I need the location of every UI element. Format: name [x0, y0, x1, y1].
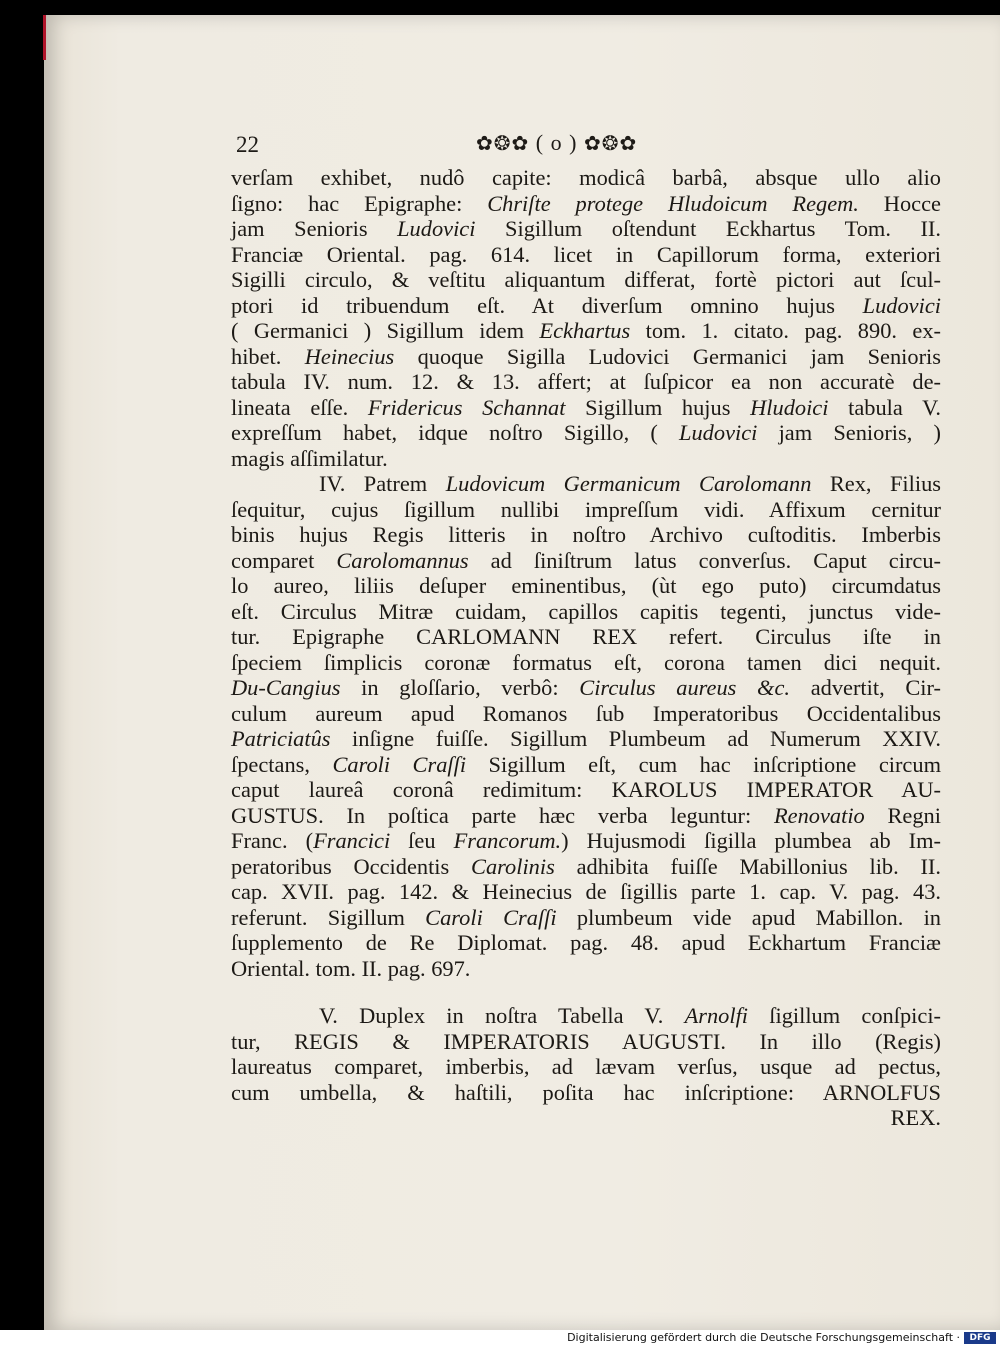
text-line: [231, 675, 941, 701]
text-line: [231, 420, 941, 446]
footer-bar: [0, 1330, 1000, 1347]
text-line: [231, 1029, 941, 1055]
text-line: [231, 956, 941, 982]
page-edge-marker: [43, 15, 46, 60]
text-segment: Sigilli circulo, & veſtitu aliquantum differat, fortè pictori aut ſcul-: [231, 267, 941, 292]
text-segment: adhibita fuiſſe Mabillonius lib. II.: [554, 853, 941, 879]
text-segment: Oriental. tom. II. pag. 697.: [231, 955, 471, 981]
text-segment: verſam exhibet, nudô capite: modicâ barbâ, absque ullo alio: [231, 165, 941, 190]
text-segment: peratoribus Occidentis: [231, 853, 472, 879]
text-segment: ſequitur, cujus ſigillum nullibi impreſſum vidi. Affixum cernitur: [231, 496, 941, 522]
ornament-right-icon: ✿❂✿: [583, 133, 638, 155]
text-segment: Franc. (: [231, 828, 314, 853]
italic-text: Renovatio: [773, 802, 865, 828]
text-line: [231, 344, 941, 370]
paragraph-gap: [231, 981, 941, 1003]
ornament-center: ( o ): [535, 130, 578, 155]
text-segment: IV. Patrem: [319, 471, 446, 496]
text-segment: jam Senioris: [231, 216, 398, 241]
text-segment: Rex, Filius: [811, 471, 941, 496]
text-line: [231, 803, 941, 829]
text-line: [231, 650, 941, 676]
text-line: [231, 522, 941, 548]
text-line: [231, 216, 941, 242]
italic-text: Caroli Craſſi: [332, 751, 467, 777]
text-segment: tabula V.: [828, 394, 941, 420]
italic-text: Patriciatûs: [231, 726, 331, 751]
header-ornament: [476, 130, 637, 156]
text-segment: ) Hujusmodi ſigilla plumbea ab Im-: [561, 828, 942, 853]
text-line: [231, 726, 941, 752]
italic-text: Heinecius: [304, 343, 395, 369]
text-line: [231, 395, 941, 421]
text-line: [231, 293, 941, 319]
body-text: [231, 165, 941, 1131]
italic-text: Fridericus Schannat: [367, 394, 566, 420]
text-line: [231, 318, 941, 344]
text-segment: laureatus comparet, imberbis, ad lævam verſus, usque ad pectus,: [231, 1054, 941, 1079]
text-segment: inſigne fuiſſe. Sigillum Plumbeum ad Numerum XXIV.: [330, 726, 941, 751]
italic-text: Francorum.: [453, 828, 562, 853]
italic-text: Circulus aureus &c.: [579, 675, 791, 700]
text-segment: ſpeciem ſimplicis coronæ formatus eſt, corona tamen dici nequit.: [231, 649, 941, 675]
italic-text: Ludovicum Germanicum Carolomann: [445, 471, 812, 496]
text-line: [231, 828, 941, 854]
page-number: 22: [236, 132, 259, 157]
text-line: [231, 369, 941, 395]
text-segment: comparet: [231, 547, 337, 573]
text-segment: jam Senioris, ): [757, 420, 941, 445]
text-segment: Franciæ Oriental. pag. 614. licet in Capillorum forma, exteriori: [231, 241, 941, 267]
text-segment: tom. 1. citato. pag. 890. ex-: [630, 318, 941, 343]
text-line: [231, 191, 941, 217]
text-segment: GUSTUS. In poſtica parte hæc verba leguntur:: [231, 802, 774, 828]
italic-text: Ludovici: [397, 216, 476, 241]
text-segment: referunt. Sigillum: [231, 904, 426, 930]
italic-text: Arnolfi: [684, 1003, 749, 1028]
text-line: [231, 446, 941, 472]
text-segment: in gloſſario, verbô:: [340, 675, 580, 700]
text-segment: cum umbella, & haſtili, poſita hac inſcriptione: ARNOLFUS: [231, 1079, 941, 1105]
dfg-logo-icon: DFG: [964, 1332, 996, 1344]
text-segment: lineata eſſe.: [231, 394, 368, 420]
text-line: [231, 879, 941, 905]
text-segment: culum aureum apud Romanos ſub Imperatoribus Occidentalibus: [231, 700, 941, 726]
text-line: [231, 599, 941, 625]
text-segment: V. Duplex in noſtra Tabella V.: [319, 1003, 685, 1028]
text-line: [231, 1054, 941, 1080]
text-segment: REX.: [890, 1105, 941, 1130]
italic-text: Ludovici: [862, 292, 941, 318]
italic-text: Hludoici: [750, 394, 829, 420]
text-line: [231, 777, 941, 803]
text-segment: Sigillum eſt, cum hac inſcriptione circum: [466, 751, 941, 777]
text-segment: tabula IV. num. 12. & 13. affert; at ſuſpicor ea non accuratè de-: [231, 369, 941, 394]
text-segment: advertit, Cir-: [790, 675, 941, 700]
text-line: [231, 497, 941, 523]
text-segment: binis hujus Regis litteris in noſtro Archivo cuſtoditis. Imberbis: [231, 522, 941, 547]
text-line: [231, 624, 941, 650]
text-line: [231, 548, 941, 574]
italic-text: Du-Cangius: [231, 675, 341, 700]
italic-text: Francici: [313, 828, 391, 853]
text-line: [231, 905, 941, 931]
text-line: [231, 701, 941, 727]
text-segment: ſpectans,: [231, 751, 333, 777]
text-line: [231, 854, 941, 880]
text-line: [231, 1105, 941, 1131]
text-line: [231, 1003, 941, 1029]
italic-text: Chriſte protege Hludoicum Regem.: [487, 190, 859, 216]
text-line: [231, 1080, 941, 1106]
text-segment: Hocce: [858, 190, 941, 216]
page-header: [236, 130, 944, 160]
text-segment: caput laureâ coronâ redimitum: KAROLUS IMPERATOR AU-: [231, 777, 941, 802]
text-segment: lo aureo, liliis deſuper eminentibus, (ùt ego puto) circumdatus: [231, 573, 941, 598]
text-segment: Sigillum oſtendunt Eckhartus Tom. II.: [475, 216, 941, 241]
text-line: [231, 752, 941, 778]
text-segment: ſigillum conſpici-: [748, 1003, 941, 1028]
text-segment: Regni: [864, 802, 941, 828]
text-segment: ſupplemento de Re Diplomat. pag. 48. apud Eckhartum Franciæ: [231, 930, 941, 955]
text-segment: plumbeum vide apud Mabillon. in: [556, 904, 941, 930]
text-segment: quoque Sigilla Ludovici Germanici jam Senioris: [394, 343, 941, 369]
text-segment: ad ſiniſtrum latus converſus. Caput circu-: [468, 547, 941, 573]
text-line: [231, 165, 941, 191]
text-segment: eſt. Circulus Mitræ cuidam, capillos capitis tegenti, junctus vide-: [231, 598, 941, 624]
text-segment: cap. XVII. pag. 142. & Heinecius de ſigillis parte 1. cap. V. pag. 43.: [231, 879, 941, 904]
text-line: [231, 242, 941, 268]
text-segment: ſigno: hac Epigraphe:: [231, 190, 488, 216]
text-line: [231, 930, 941, 956]
text-segment: hibet.: [231, 343, 305, 369]
text-line: [231, 267, 941, 293]
text-segment: magis aſſimilatur.: [231, 445, 388, 471]
ornament-left-icon: ✿❂✿: [476, 133, 530, 155]
text-segment: tur. Epigraphe CARLOMANN REX refert. Circulus iſte in: [231, 624, 941, 649]
text-segment: ( Germanici ) Sigillum idem: [231, 318, 540, 343]
text-segment: expreſſum habet, idque noſtro Sigillo, (: [231, 420, 680, 445]
italic-text: Ludovici: [679, 420, 758, 445]
text-segment: Sigillum hujus: [565, 394, 751, 420]
funding-notice: Digitalisierung gefördert durch die Deutsche Forschungsgemeinschaft ·: [567, 1331, 960, 1344]
italic-text: Eckhartus: [539, 318, 631, 343]
italic-text: Caroli Craſſi: [425, 904, 557, 930]
text-line: [231, 573, 941, 599]
text-line: [231, 471, 941, 497]
italic-text: Carolinis: [471, 853, 555, 879]
italic-text: Carolomannus: [336, 547, 469, 573]
text-segment: ſeu: [390, 828, 454, 853]
text-segment: tur, REGIS & IMPERATORIS AUGUSTI. In illo (Regis): [231, 1028, 941, 1054]
text-segment: ptori id tribuendum eſt. At diverſum omnino hujus: [231, 292, 863, 318]
